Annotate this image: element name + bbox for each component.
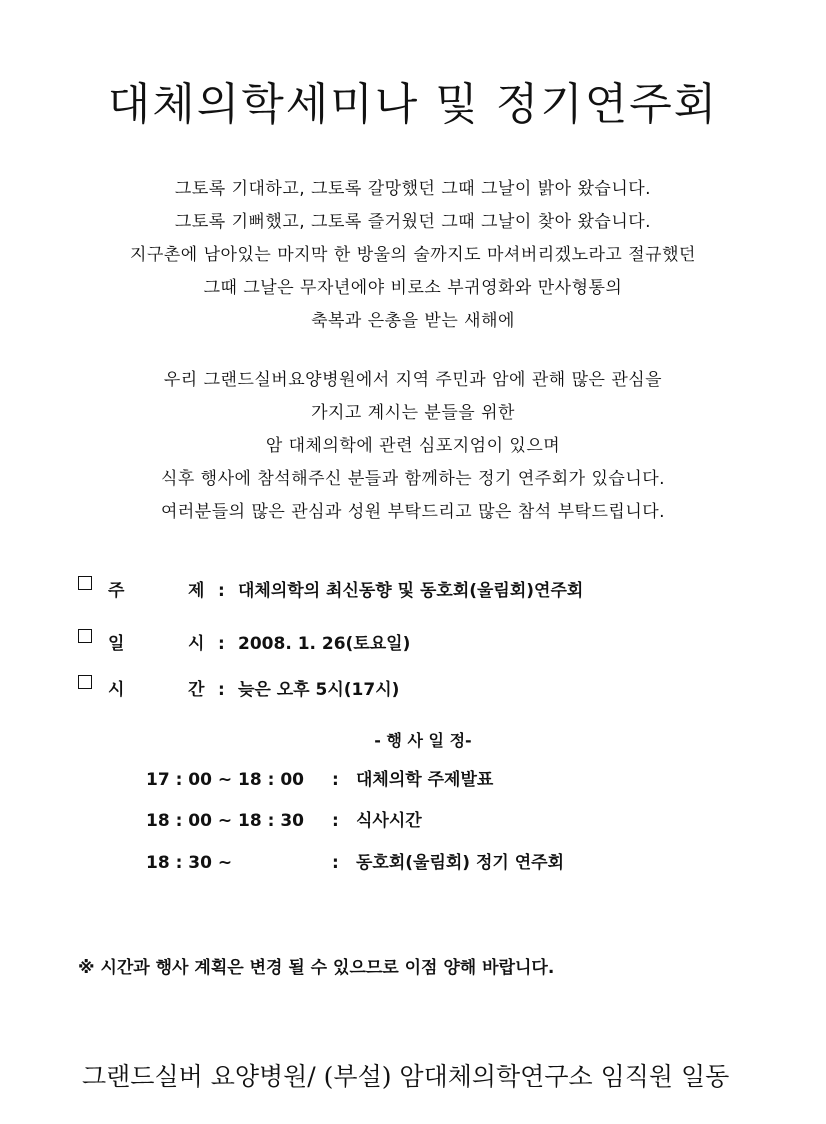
info-key-char: 시 xyxy=(108,680,125,700)
intro-line: 그토록 기뻐했고, 그토록 즐거웠던 그때 그날이 찾아 왔습니다. xyxy=(174,212,652,232)
schedule-separator: : xyxy=(332,811,339,831)
schedule-time: 18 : 30 ~ xyxy=(146,853,233,873)
info-separator: : xyxy=(218,634,225,654)
body-line: 식후 행사에 참석해주신 분들과 함께하는 정기 연주회가 있습니다. xyxy=(160,469,666,489)
schedule-separator: : xyxy=(332,853,339,873)
info-value: 2008. 1. 26(토요일) xyxy=(238,634,411,654)
body-line: 여러분들의 많은 관심과 성원 부탁드리고 많은 참석 부탁드립니다. xyxy=(160,502,666,522)
intro-line: 축복과 은총을 받는 새해에 xyxy=(311,311,515,331)
intro-line: 그때 그날은 무자년에야 비로소 부귀영화와 만사형통의 xyxy=(203,278,623,298)
body-paragraph xyxy=(0,364,826,529)
info-key-char: 제 xyxy=(188,581,205,601)
intro-paragraph xyxy=(0,173,826,338)
info-separator: : xyxy=(218,581,225,601)
page-title: 대체의학세미나 및 정기연주회 xyxy=(107,79,719,130)
info-value: 대체의학의 최신동향 및 동호회(울림회)연주회 xyxy=(238,581,584,601)
body-line: 가지고 계시는 분들을 위한 xyxy=(311,403,515,423)
info-value: 늦은 오후 5시(17시) xyxy=(238,680,400,700)
notice-text: ※ 시간과 행사 계획은 변경 될 수 있으므로 이점 양해 바랍니다. xyxy=(78,958,555,978)
checkbox-icon xyxy=(78,629,92,643)
schedule-header: - 행 사 일 정- xyxy=(374,731,472,750)
schedule-time: 17 : 00 ~ 18 : 00 xyxy=(146,770,304,790)
schedule-time: 18 : 00 ~ 18 : 30 xyxy=(146,811,304,831)
checkbox-icon xyxy=(78,576,92,590)
info-key-char: 주 xyxy=(108,581,125,601)
schedule-separator: : xyxy=(332,770,339,790)
schedule-event: 동호회(울림회) 정기 연주회 xyxy=(356,853,565,873)
schedule-event: 식사시간 xyxy=(356,811,422,831)
info-key-char: 시 xyxy=(188,634,205,654)
body-line: 우리 그랜드실버요양병원에서 지역 주민과 암에 관해 많은 관심을 xyxy=(163,370,663,390)
info-separator: : xyxy=(218,680,225,700)
intro-line: 그토록 기대하고, 그토록 갈망했던 그때 그날이 밝아 왔습니다. xyxy=(174,179,652,199)
info-key-char: 간 xyxy=(188,680,205,700)
intro-line: 지구촌에 남아있는 마지막 한 방울의 술까지도 마셔버리겠노라고 절규했던 xyxy=(130,245,696,265)
checkbox-icon xyxy=(78,675,92,689)
schedule-event: 대체의학 주제발표 xyxy=(356,770,494,790)
info-key-char: 일 xyxy=(108,634,125,654)
footer-signature: 그랜드실버 요양병원/ (부설) 암대체의학연구소 임직원 일동 xyxy=(82,1062,730,1091)
body-line: 암 대체의학에 관련 심포지엄이 있으며 xyxy=(265,436,561,456)
